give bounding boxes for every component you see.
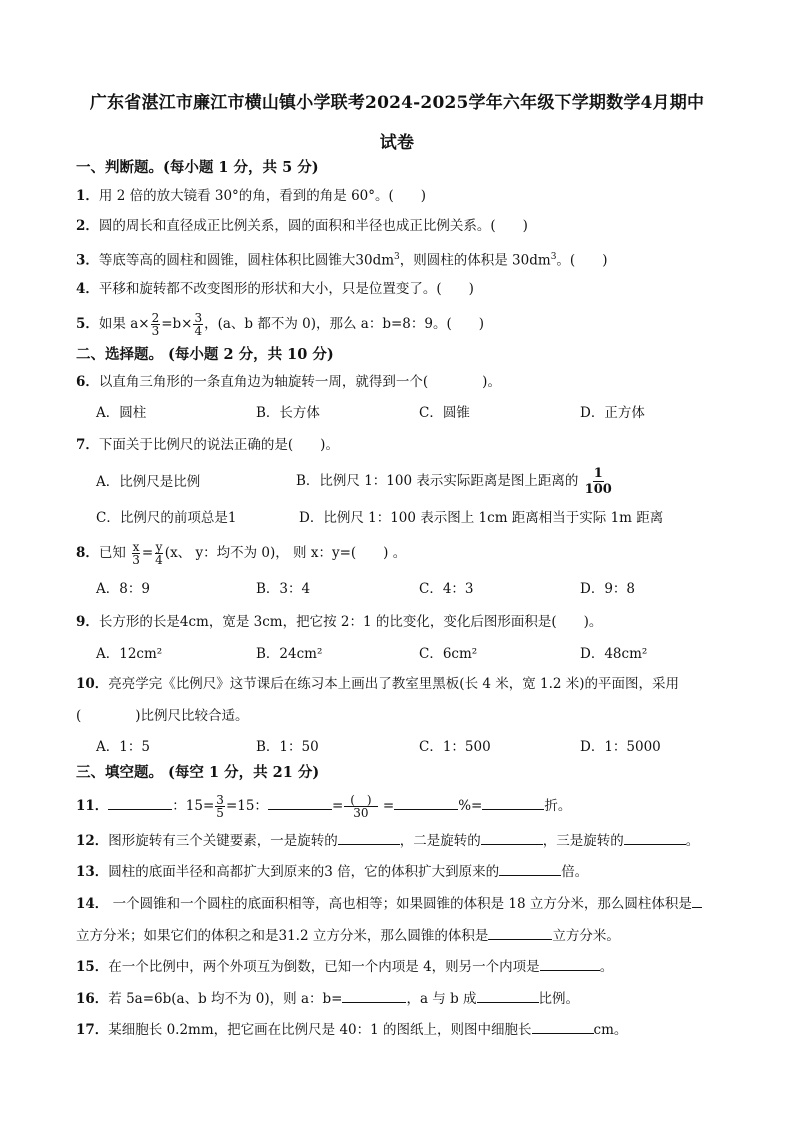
question-number: 11． <box>76 798 109 814</box>
question-text: 一个圆锥和一个圆柱的底面积相等，高也相等；如果圆锥的体积是 18 立方分米，那么圆柱体积是 <box>108 896 692 912</box>
question-number: 1． <box>76 188 99 204</box>
answer-blank[interactable] <box>481 830 543 845</box>
question-number: 2． <box>76 218 99 234</box>
question-text: 圆的周长和直径成正比例关系，圆的面积和半径也成正比例关系。( ) <box>98 218 528 234</box>
answer-blank[interactable] <box>624 830 686 845</box>
section2-heading: 二、选择题。 (每小题 2 分，共 10 分) <box>76 346 334 363</box>
question-text: ，(a、b 都不为 0)，那么 a：b=8：9。( ) <box>204 316 485 332</box>
question-6 <box>76 372 501 392</box>
fraction: $\frac{( )}{30}$ <box>344 794 377 819</box>
answer-blank[interactable] <box>268 795 332 810</box>
question-text: = <box>382 798 395 814</box>
answer-blank[interactable] <box>338 830 400 845</box>
question-number: 5． <box>76 316 99 332</box>
question-15 <box>76 956 613 977</box>
question-text: 某细胞长 0.2mm，把它画在比例尺是 40：1 的图纸上，则图中细胞长 <box>108 1022 532 1038</box>
question-text: 亮亮学完《比例尺》这节课后在练习本上画出了教室里黑板(长 4 米，宽 1.2 米)的平面图，采用 <box>108 676 680 692</box>
answer-blank[interactable] <box>532 1019 594 1034</box>
option-c: C．4：3 <box>419 581 474 597</box>
question-text: ，则圆柱的体积是 30dm <box>399 252 551 269</box>
question-text: = <box>141 545 154 561</box>
question-text: =15： <box>225 798 268 814</box>
question-text: 。 <box>685 833 700 849</box>
superscript: 3 <box>550 252 557 262</box>
question-text: 如果 a× <box>98 316 150 332</box>
question-text: 已知 <box>98 545 126 561</box>
option-a: A．12cm² <box>96 646 163 662</box>
question-12 <box>76 830 699 851</box>
answer-blank[interactable] <box>692 893 702 908</box>
option-a: A．8：9 <box>96 581 150 597</box>
answer-blank[interactable] <box>482 795 544 810</box>
question-number: 8． <box>76 545 99 561</box>
option-a: A．圆柱 <box>96 405 147 421</box>
question-text: 立方分米；如果它们的体积之和是31.2 立方分米，那么圆锥的体积是 <box>76 928 489 944</box>
question-text: 下面关于比例尺的说法正确的是( )。 <box>98 437 339 453</box>
question-number: 4． <box>76 281 99 297</box>
question-text: ，三是旋转的 <box>542 833 624 849</box>
question-number: 12． <box>76 833 109 849</box>
question-11 <box>76 794 571 819</box>
option-b: B．长方体 <box>256 405 320 421</box>
option-d: D．比例尺 1：100 表示图上 1cm 距离相当于实际 1m 距离 <box>299 510 664 526</box>
question-number: 13． <box>76 864 109 880</box>
question-text: 。( ) <box>556 252 608 269</box>
question-13 <box>76 861 588 882</box>
answer-blank[interactable] <box>499 861 561 876</box>
superscript: 3 <box>394 252 400 262</box>
question-text: 用 2 倍的放大镜看 30°的角，看到的角是 60°。( ) <box>98 188 427 204</box>
question-number: 14． <box>76 896 109 912</box>
answer-blank[interactable] <box>342 988 406 1003</box>
fraction: $\frac{1}{100}$ <box>584 466 612 497</box>
question-text: (x、 y：均不为 0)， 则 x：y=( ) 。 <box>164 545 407 561</box>
question-8 <box>76 541 406 566</box>
question-text: 圆柱的底面半径和高都扩大到原来的3 倍，它的体积扩大到原来的 <box>108 864 500 880</box>
question-text: ，二是旋转的 <box>399 833 481 849</box>
question-number: 17． <box>76 1022 109 1038</box>
question-text: cm。 <box>593 1022 628 1038</box>
question-number: 9． <box>76 614 99 630</box>
option-c: C．1：500 <box>419 739 491 755</box>
fraction: $\frac{3}{5}$ <box>216 793 224 820</box>
question-number: 10． <box>76 676 109 692</box>
question-text: 图形旋转有三个关键要素，一是旋转的 <box>108 833 338 849</box>
question-3 <box>76 247 607 271</box>
question-14 <box>76 893 702 914</box>
exam-title-line1: 广东省湛江市廉江市横山镇小学联考2024-2025学年六年级下学期数学4月期中 <box>89 93 705 113</box>
question-text: 以直角三角形的一条直角边为轴旋转一周，就得到一个( )。 <box>98 374 501 390</box>
option-d: D．48cm² <box>580 646 648 662</box>
question-number: 3． <box>76 252 99 269</box>
option-a: A．比例尺是比例 <box>96 474 201 490</box>
question-text: 平移和旋转都不改变图形的形状和大小，只是位置变了。( ) <box>98 281 474 297</box>
question-9 <box>76 612 602 632</box>
question-text: 长方形的长是4cm，宽是 3cm，把它按 2：1 的比变化，变化后图形面积是( )。 <box>98 614 603 630</box>
question-text: 若 5a=6b(a、b 均不为 0)，则 a：b= <box>108 991 343 1007</box>
question-text: %= <box>458 798 483 814</box>
exam-title-line2: 试卷 <box>379 133 415 153</box>
question-1 <box>76 186 426 206</box>
answer-blank[interactable] <box>394 795 458 810</box>
question-text: =b× <box>161 316 193 332</box>
option-c: C．圆锥 <box>419 405 470 421</box>
answer-blank[interactable] <box>488 925 552 940</box>
question-number: 6． <box>76 374 99 390</box>
fraction: $\frac{3}{4}$ <box>194 311 203 338</box>
question-4 <box>76 279 474 299</box>
question-number: 7． <box>76 437 99 453</box>
question-10 <box>76 674 679 694</box>
option-b: B．比例尺 1：100 表示实际距离是图上距离的 $\frac{1}{100}$ <box>296 466 612 497</box>
section1-heading: 一、判断题。(每小题 1 分，共 5 分) <box>76 159 319 176</box>
question-14-line2 <box>76 925 620 946</box>
fraction: $\frac{y}{4}$ <box>155 540 163 567</box>
question-7 <box>76 435 339 455</box>
question-17 <box>76 1019 627 1040</box>
answer-blank[interactable] <box>108 795 172 810</box>
question-2 <box>76 216 528 236</box>
question-text: 倍。 <box>561 864 589 880</box>
section3-heading: 三、填空题。 (每空 1 分，共 21 分) <box>76 764 320 781</box>
option-b: B．24cm² <box>256 646 323 662</box>
question-number: 15． <box>76 959 109 975</box>
option-c: C．6cm² <box>419 646 478 662</box>
question-text: = <box>331 798 344 814</box>
fraction: $\frac{2}{3}$ <box>151 311 160 338</box>
question-text: 。 <box>599 959 614 975</box>
question-text: 折。 <box>544 798 572 814</box>
question-10-line2: ( )比例尺比较合适。 <box>76 708 249 724</box>
question-text: 比例。 <box>538 991 580 1007</box>
answer-blank[interactable] <box>540 956 600 971</box>
option-b: B．1：50 <box>256 739 319 755</box>
option-c: C．比例尺的前项总是1 <box>96 510 237 526</box>
question-16 <box>76 988 579 1009</box>
option-d: D．正方体 <box>580 405 645 421</box>
question-text: 立方分米。 <box>552 928 620 944</box>
question-text: 在一个比例中，两个外项互为倒数，已知一个内项是 4，则另一个内项是 <box>108 959 540 975</box>
question-text: ，a 与 b 成 <box>406 991 477 1007</box>
answer-blank[interactable] <box>477 988 539 1003</box>
question-number: 16． <box>76 991 109 1007</box>
option-a: A．1：5 <box>96 739 150 755</box>
question-text: ：15= <box>172 798 215 814</box>
option-d: D．1：5000 <box>580 739 661 755</box>
option-b: B．3：4 <box>256 581 311 597</box>
option-d: D．9：8 <box>580 581 636 597</box>
fraction: $\frac{x}{3}$ <box>132 540 140 567</box>
question-text: 等底等高的圆柱和圆锥，圆柱体积比圆锥大30dm <box>98 252 395 269</box>
question-5 <box>76 312 484 337</box>
